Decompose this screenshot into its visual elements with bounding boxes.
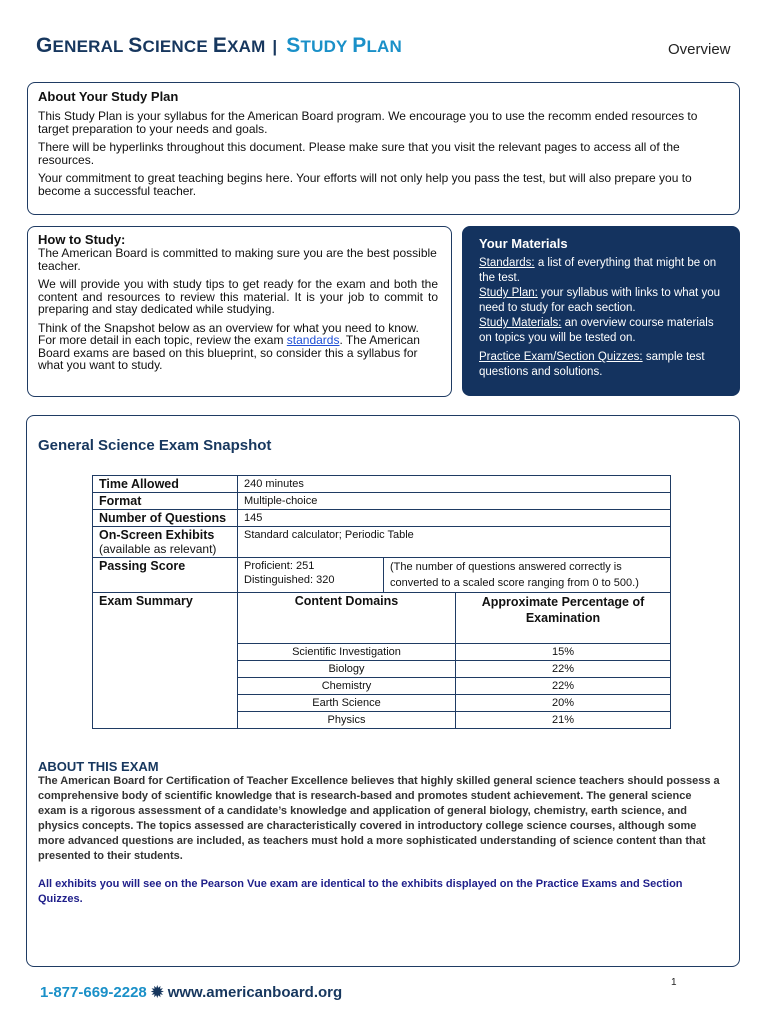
materials-item-text: an overview course materials on topics you will be tested on. [479, 317, 714, 344]
row-value: 240 minutes [238, 476, 671, 493]
domain-name: Physics [238, 712, 456, 729]
table-row [93, 493, 671, 510]
snapshot-table [92, 475, 671, 729]
title-separator: | [272, 37, 278, 56]
title-part: TUDY [300, 37, 353, 56]
table-row [93, 476, 671, 493]
row-label: Format [93, 493, 238, 510]
title-part: ENERAL [52, 37, 129, 56]
domain-name: Chemistry [238, 678, 456, 695]
materials-heading: Your Materials [479, 236, 568, 251]
howto-paragraph [38, 322, 438, 372]
title-letter: G [36, 34, 53, 57]
row-label: On-Screen Exhibits [99, 528, 215, 542]
passing-note: (The number of questions answered correctly is converted to a scaled score ranging from 0 to 500.) [384, 558, 671, 593]
table-row [93, 593, 671, 644]
overview-label: Overview [668, 41, 731, 58]
standards-link[interactable]: standards [286, 333, 340, 347]
materials-link-practice-exam[interactable]: Practice Exam/Section Quizzes: [479, 351, 643, 363]
materials-item-text: your syllabus with links to what you need to study for each section. [479, 287, 720, 314]
howto-paragraph: The American Board is committed to making sure you are the best possible teacher. [38, 246, 437, 273]
domain-percent: 22% [456, 678, 671, 695]
howto-text: Think of the Snapshot below as an overview for what you need to know. For more detail in each topic, review the exam [38, 320, 419, 347]
study-plan-title [286, 34, 402, 57]
table-row [93, 558, 671, 593]
title-part: XAM [227, 37, 266, 56]
about-exam-heading: ABOUT THIS EXAM [38, 759, 159, 774]
domain-name: Biology [238, 661, 456, 678]
materials-item [479, 256, 723, 286]
footer-bullet-icon: ✹ [150, 984, 164, 1001]
row-label-cell [93, 527, 238, 558]
about-heading: About Your Study Plan [38, 89, 179, 104]
domain-name: Scientific Investigation [238, 644, 456, 661]
materials-link-standards[interactable]: Standards: [479, 257, 535, 269]
domain-percent: 15% [456, 644, 671, 661]
footer-contact [40, 983, 342, 1001]
about-exam-section [38, 759, 722, 907]
row-label: Time Allowed [93, 476, 238, 493]
about-study-plan-box [27, 82, 740, 215]
materials-link-study-materials[interactable]: Study Materials: [479, 317, 562, 329]
title-letter: S [128, 34, 143, 57]
materials-item [479, 286, 723, 316]
row-value: Standard calculator; Periodic Table [238, 527, 671, 558]
document-title [36, 34, 402, 58]
title-part: CIENCE [142, 37, 213, 56]
passing-scores-cell [238, 558, 384, 593]
footer-website-link[interactable]: www.americanboard.org [167, 984, 343, 1001]
row-value: 145 [238, 510, 671, 527]
about-exam-body: The American Board for Certification of Teacher Excellence believes that highly skilled general science teachers should possess a comprehensive body of scientific knowledge that is research-based and promotes student achievement. The general science exam is a rigorous assessment of a candidate’s knowledge and application of general biology, chemistry, earth science, and physics concepts. The topics assessed are characteristically covered in introductory college science courses, although some more advanced questions are included, as teachers must hold a more sophisticated understanding of science content than that presented to their students. [38, 775, 720, 862]
page-number: 1 [671, 977, 677, 988]
materials-item-text: a list of everything that might be on the test. [479, 257, 717, 284]
title-letter: E [212, 34, 228, 57]
about-paragraph: This Study Plan is your syllabus for the American Board program. We encourage you to use the recomm ended resources to target preparation to your needs and goals. [38, 109, 698, 136]
materials-item-text: sample test questions and solutions. [479, 351, 705, 378]
domain-name: Earth Science [238, 695, 456, 712]
how-to-study-heading: How to Study: [38, 232, 126, 247]
title-part: LAN [366, 37, 402, 56]
table-row [93, 527, 671, 558]
howto-paragraph: We will provide you with study tips to get ready for the exam and both the content and resources to review this material. It is your job to commit to preparing and stay dedicated while studying. [38, 277, 438, 316]
your-materials-box [462, 226, 740, 396]
about-paragraph: Your commitment to great teaching begins here. Your efforts will not only help you pass the test, but will also prepare you to become a successful teacher. [38, 171, 692, 198]
footer-phone: 1-877-669-2228 [40, 984, 147, 1001]
passing-distinguished: Distinguished: 320 [244, 574, 335, 586]
title-letter: P [352, 34, 367, 57]
row-label: Number of Questions [93, 510, 238, 527]
title-letter: S [286, 34, 301, 57]
materials-item [479, 350, 723, 380]
about-exam-note: All exhibits you will see on the Pearson Vue exam are identical to the exhibits displayed on the Practice Exams and Section Quizzes. [38, 878, 683, 905]
percent-header: Approximate Percentage of Examination [456, 593, 671, 644]
about-paragraph: There will be hyperlinks throughout this document. Please make sure that you visit the relevant pages to access all of the resources. [38, 140, 680, 167]
domain-percent: 22% [456, 661, 671, 678]
domain-percent: 21% [456, 712, 671, 729]
materials-item [479, 316, 723, 346]
domain-percent: 20% [456, 695, 671, 712]
table-row [93, 510, 671, 527]
howto-text: . The American Board exams are based on this blueprint, so consider this a syllabus for what you want to study. [38, 333, 420, 372]
passing-proficient: Proficient: 251 [244, 560, 315, 572]
how-to-study-box [27, 226, 452, 397]
row-value: Multiple-choice [238, 493, 671, 510]
row-label: Exam Summary [93, 593, 238, 729]
domains-header: Content Domains [238, 593, 456, 644]
snapshot-title: General Science Exam Snapshot [38, 437, 272, 454]
materials-link-study-plan[interactable]: Study Plan: [479, 287, 538, 299]
row-sublabel: (available as relevant) [99, 542, 217, 556]
row-label: Passing Score [93, 558, 238, 593]
